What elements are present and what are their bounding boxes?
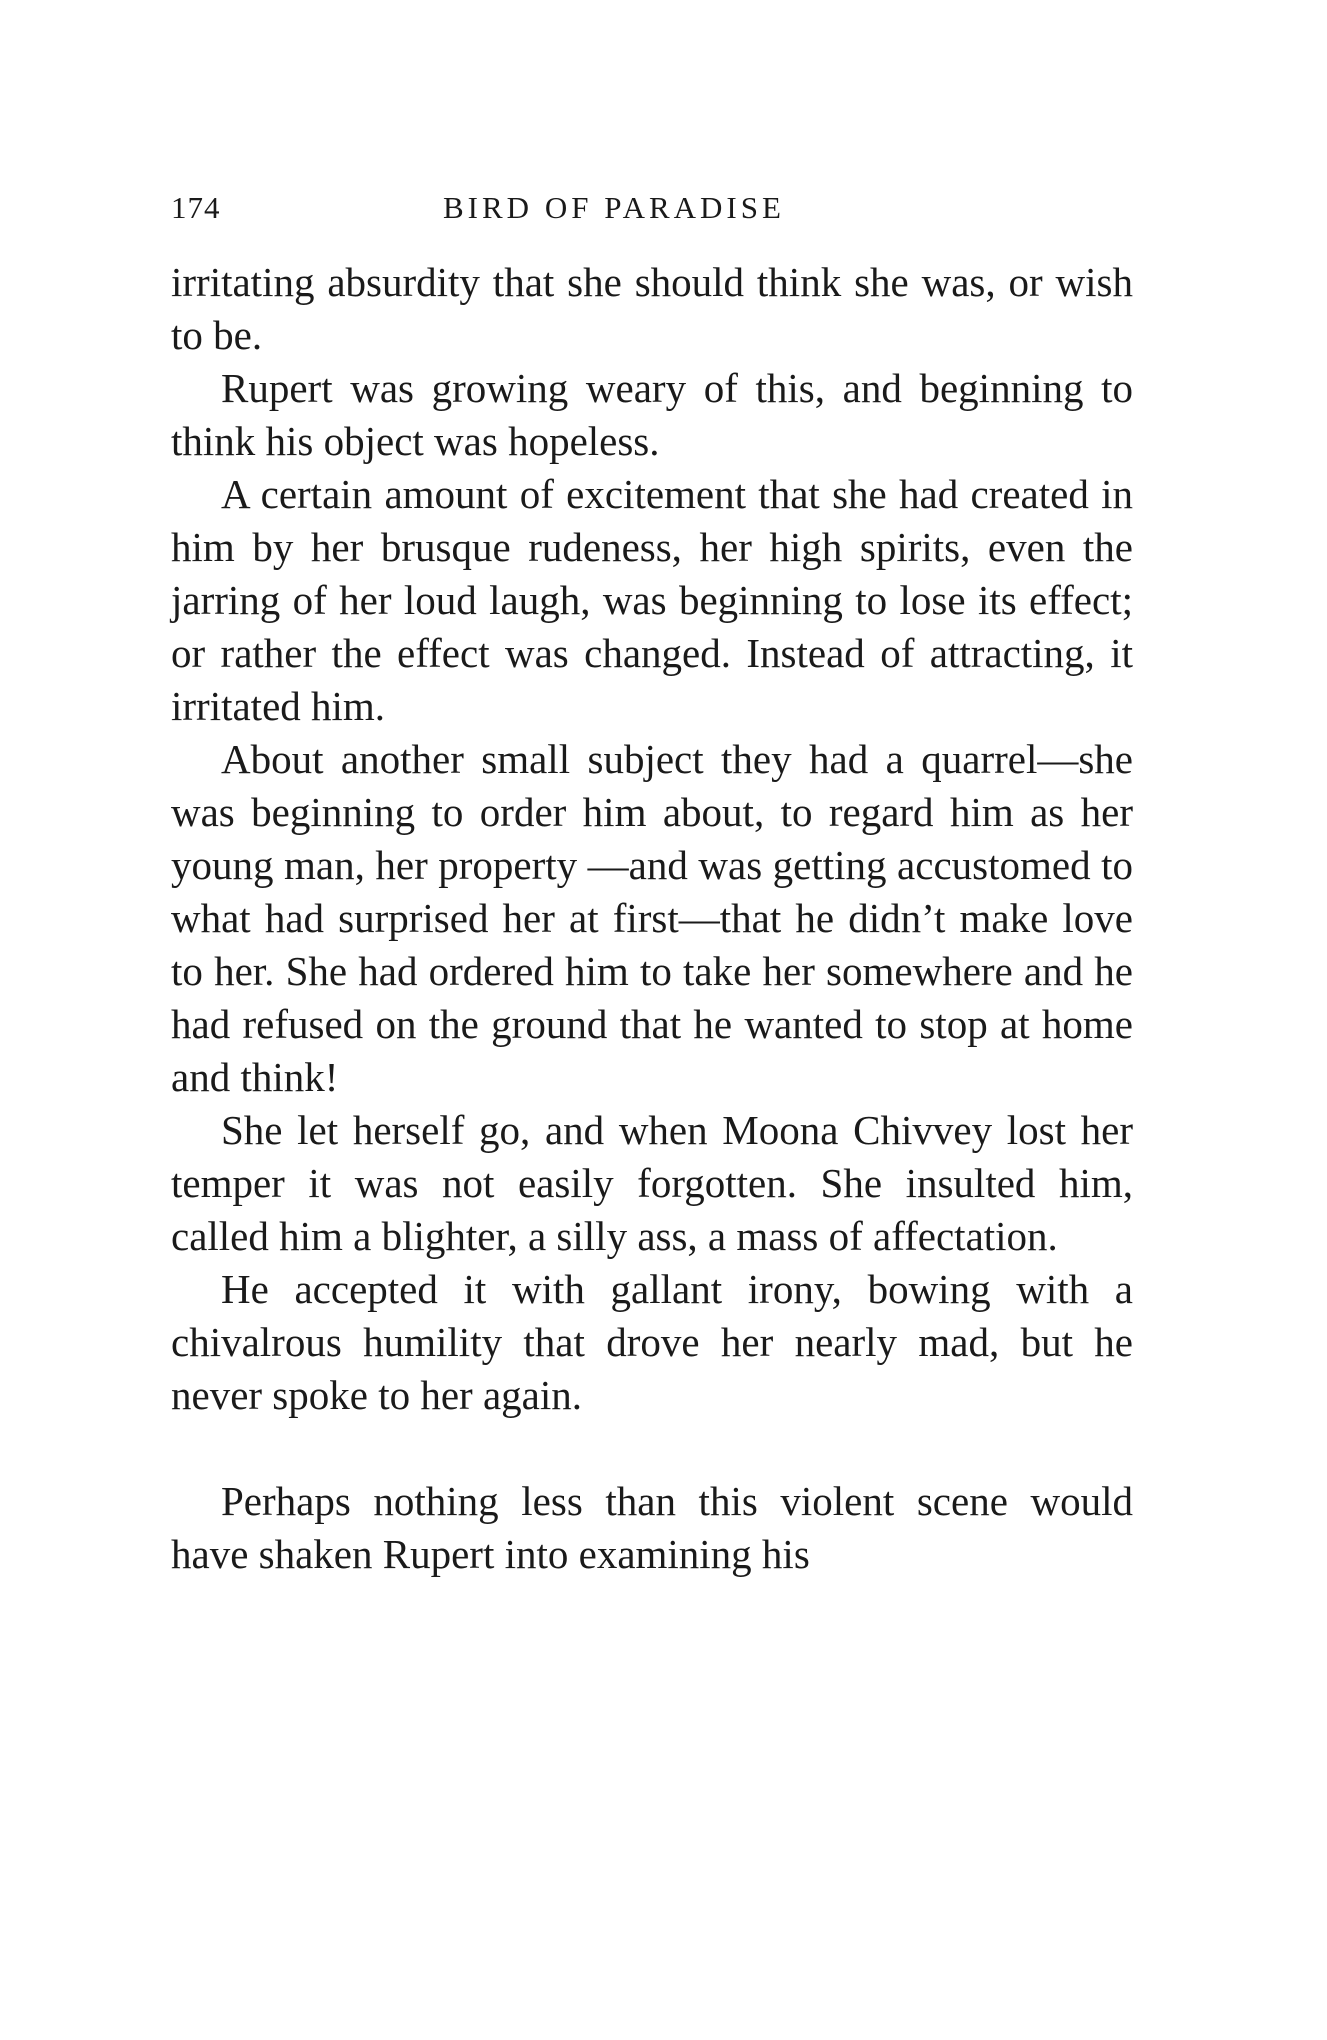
paragraph: About another small subject they had a quarrel—she was beginning to order him about, to regard him as her young man, her property —and was getting accustomed to what had surprised her at first—that he didn’t make love to her. She had ordered him to take her somewhere and he had refused on the ground that he wanted to stop at home and think! <box>171 736 1133 1100</box>
body-text <box>171 256 1133 1581</box>
paragraph: A certain amount of excitement that she had created in him by her brusque rudeness, her high spirits, even the jarring of her loud laugh, was beginning to lose its effect; or rather the effect was changed. Instead of attracting, it irritated him. <box>171 471 1133 729</box>
paragraph: Rupert was growing weary of this, and beginning to think his object was hopeless. <box>171 365 1133 464</box>
page-header <box>171 190 1131 240</box>
paragraph: He accepted it with gallant irony, bowing with a chivalrous humility that drove her nearly mad, but he never spoke to her again. <box>171 1266 1133 1418</box>
paragraph-continuation: irritating absurdity that she should think she was, or wish to be. <box>171 259 1133 358</box>
page-number: 174 <box>171 190 221 225</box>
section-break <box>171 1422 1133 1475</box>
paragraph: She let herself go, and when Moona Chivvey lost her temper it was not easily forgotten. She insulted him, called him a blighter, a silly ass, a mass of affectation. <box>171 1107 1133 1259</box>
running-head: BIRD OF PARADISE <box>443 190 785 225</box>
paragraph: Perhaps nothing less than this violent scene would have shaken Rupert into examining his <box>171 1478 1133 1577</box>
